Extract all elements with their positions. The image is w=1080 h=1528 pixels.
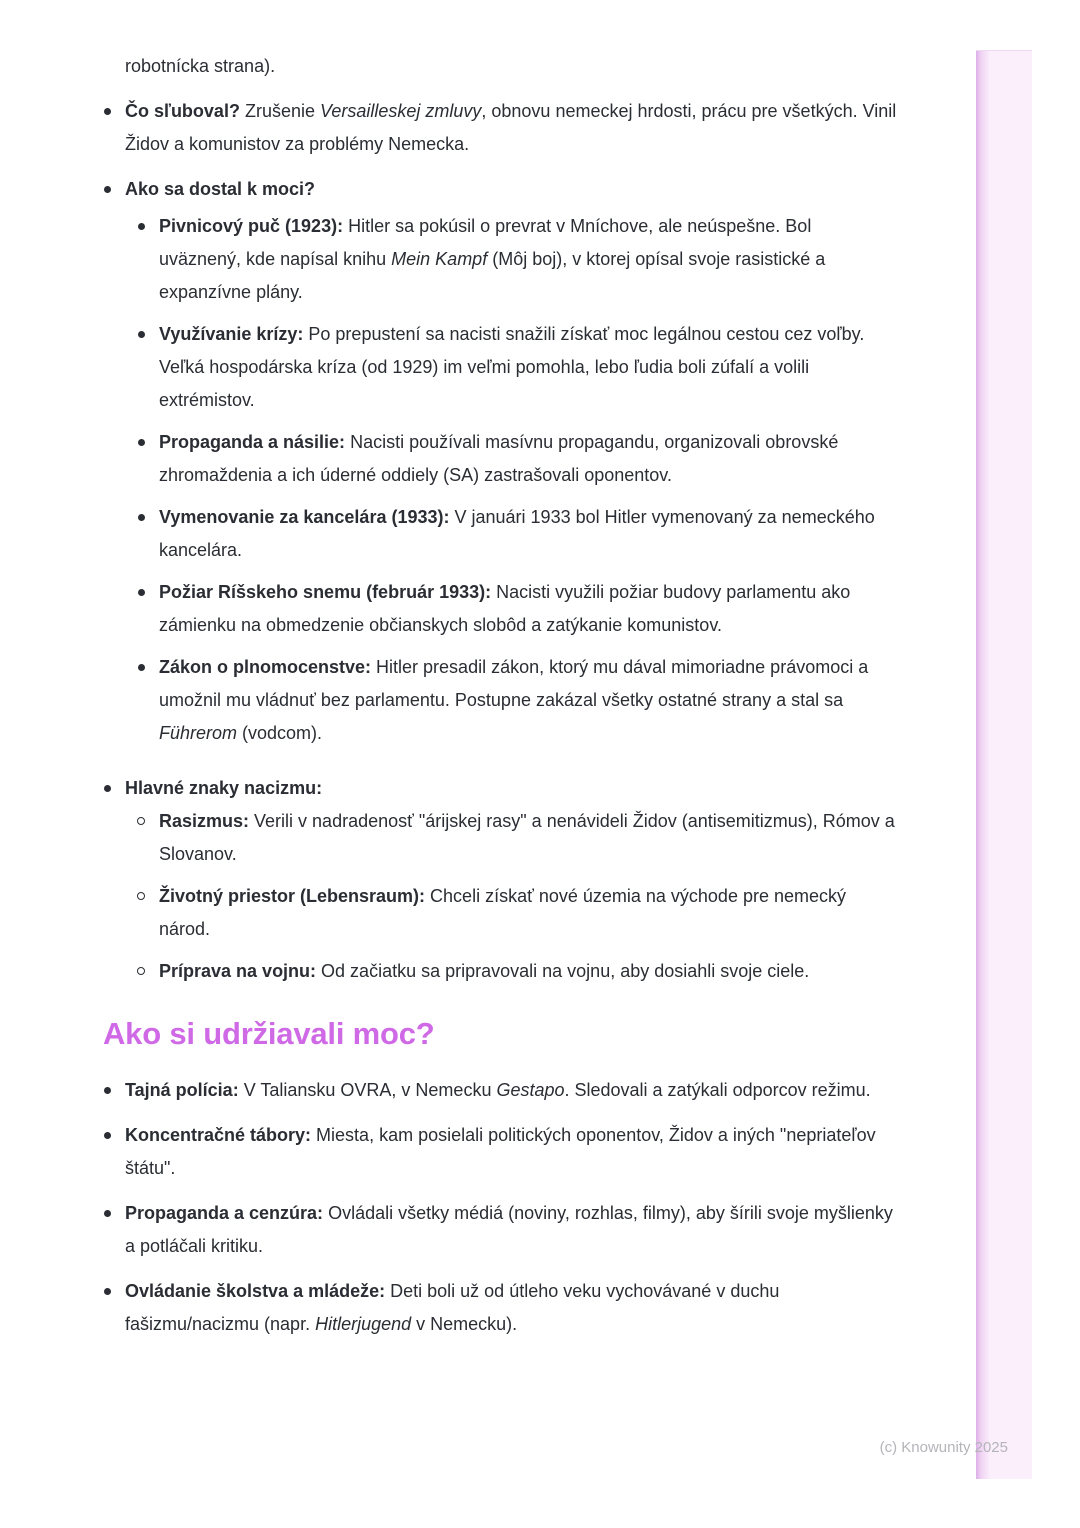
list-item-text: Rasizmus: Verili v nadradenosť "árijskej rasy" a nenávideli Židov (antisemitizmus), Rómov a Slovanov. [159, 811, 895, 864]
page-content [103, 50, 898, 1341]
sublist-rise-to-power [137, 210, 898, 750]
sublist-item-propaganda-violence [137, 426, 898, 492]
sublist-item-enabling-act [137, 651, 898, 750]
sublist-item-reichstag-fire [137, 576, 898, 642]
list-item-header-row [103, 173, 898, 206]
bullet-disc-icon [103, 173, 125, 206]
list-item-text: Propaganda a násilie: Nacisti používali masívnu propagandu, organizovali obrovské zhromaždenia a ich úderné oddiely (SA) zastrašovali oponentov. [159, 432, 839, 485]
sublist-item-war-preparation [137, 955, 898, 988]
sublist-item-crisis [137, 318, 898, 417]
list-item-text: Ovládanie školstva a mládeže: Deti boli už od útleho veku vychovávané v duchu fašizmu/nacizmu (napr. Hitlerjugend v Nemecku). [125, 1281, 780, 1334]
page-edge-ribbon [976, 50, 1032, 1479]
sublist-nazism-features [137, 805, 898, 988]
list-item-concentration-camps [103, 1119, 898, 1185]
list-item-text: Využívanie krízy: Po prepustení sa nacisti snažili získať moc legálnou cestou cez voľby. Veľká hospodárska kríza (od 1929) im veľmi pomohla, lebo ľudia boli zúfalí a volili extrémistov. [159, 324, 865, 410]
list-item-text: Príprava na vojnu: Od začiatku sa pripravovali na vojnu, aby dosiahli svoje ciele. [159, 961, 810, 981]
bullet-disc-icon [137, 426, 159, 492]
bullet-disc-icon [137, 576, 159, 642]
list-item-text: Tajná polícia: V Taliansku OVRA, v Nemecku Gestapo. Sledovali a zatýkali odporcov režimu. [125, 1080, 871, 1100]
list-nazism [103, 95, 898, 988]
list-item-secret-police [103, 1074, 898, 1107]
list-maintaining-power [103, 1074, 898, 1341]
bullet-circle-icon [137, 955, 159, 988]
sublist-item-racism [137, 805, 898, 871]
sublist-item-putsch [137, 210, 898, 309]
sublist-item-lebensraum [137, 880, 898, 946]
bullet-disc-icon [103, 95, 125, 161]
bullet-circle-icon [137, 805, 159, 871]
section-heading: Ako si udržiavali moc? [103, 1016, 435, 1051]
list-item-text: Životný priestor (Lebensraum): Chceli získať nové územia na východe pre nemecký národ. [159, 886, 846, 939]
copyright-watermark: (c) Knowunity 2025 [879, 1439, 1008, 1456]
list-item-text: Hlavné znaky nacizmu: [125, 778, 323, 798]
list-item-text: Požiar Ríšskeho snemu (február 1933): Nacisti využili požiar budovy parlamentu ako zámienku na obmedzenie občianskych slobôd a zatýkanie komunistov. [159, 582, 851, 635]
list-item-promises [103, 95, 898, 161]
list-item-text: Čo sľuboval? Zrušenie Versailleskej zmluvy, obnovu nemeckej hrdosti, prácu pre všetkých. Vinil Židov a komunistov za problémy Nemecka. [125, 101, 897, 154]
list-item-text: Pivnicový puč (1923): Hitler sa pokúsil o prevrat v Mníchove, ale neúspešne. Bol uväznený, kde napísal knihu Mein Kampf (Môj boj), v ktorej opísal svoje rasistické a expanzívne plány. [159, 216, 826, 302]
list-item-text: Propaganda a cenzúra: Ovládali všetky médiá (noviny, rozhlas, filmy), aby šírili svoje myšlienky a potláčali kritiku. [125, 1203, 893, 1256]
bullet-disc-icon [103, 772, 125, 805]
list-item-text: Ako sa dostal k moci? [125, 179, 316, 199]
bullet-disc-icon [137, 210, 159, 309]
sublist-item-chancellor [137, 501, 898, 567]
bullet-disc-icon [137, 501, 159, 567]
list-item-text: Vymenovanie za kancelára (1933): V januári 1933 bol Hitler vymenovaný za nemeckého kancelára. [159, 507, 875, 560]
list-item-education-control [103, 1275, 898, 1341]
list-item-text: Zákon o plnomocenstve: Hitler presadil zákon, ktorý mu dával mimoriadne právomoci a umožnil mu vládnuť bez parlamentu. Postupne zakázal všetky ostatné strany a stal sa Führerom (vodcom). [159, 657, 869, 743]
list-item-header-row [103, 772, 898, 805]
bullet-disc-icon [137, 318, 159, 417]
list-item-nazism-features [103, 772, 898, 988]
paragraph-fragment: robotnícka strana). [125, 56, 276, 76]
bullet-disc-icon [103, 1074, 125, 1107]
bullet-disc-icon [137, 651, 159, 750]
list-item-text: Koncentračné tábory: Miesta, kam posielali politických oponentov, Židov a iných "nepriateľov štátu". [125, 1125, 876, 1178]
bullet-disc-icon [103, 1275, 125, 1341]
list-item-rise-to-power [103, 173, 898, 750]
bullet-disc-icon [103, 1119, 125, 1185]
bullet-disc-icon [103, 1197, 125, 1263]
list-item-propaganda-censorship [103, 1197, 898, 1263]
bullet-circle-icon [137, 880, 159, 946]
